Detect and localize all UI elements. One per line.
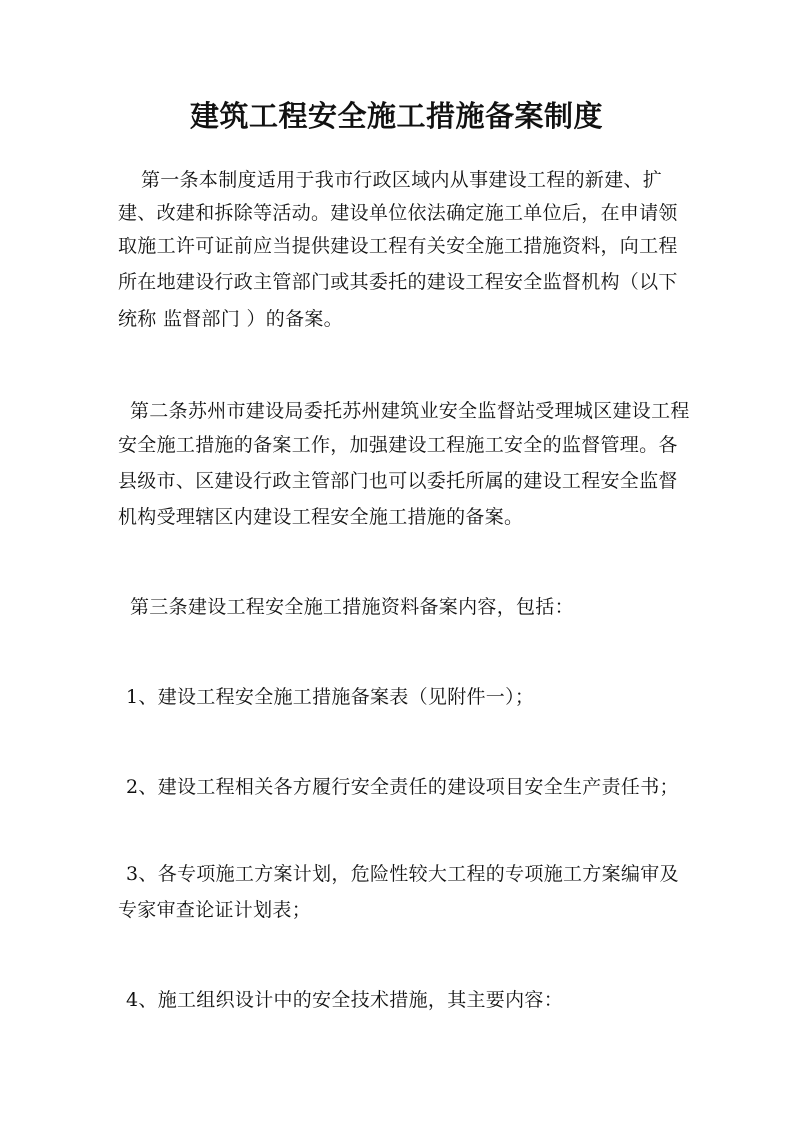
paragraph-line: 所在地建设行政主管部门或其委托的建设工程安全监督机构（以下 [118,271,678,293]
list-item-line: 专家审查论证计划表； [118,899,312,921]
paragraph-line: 取施工许可证前应当提供建设工程有关安全施工措施资料，向工程 [118,235,678,257]
paragraph-line: 机构受理辖区内建设工程安全施工措施的备案。 [118,506,524,528]
document-title: 建筑工程安全施工措施备案制度 [189,99,603,133]
paragraph-line: 第一条本制度适用于我市行政区域内从事建设工程的新建、扩 [141,169,663,191]
paragraph-line: 安全施工措施的备案工作，加强建设工程施工安全的监督管理。各 [118,434,678,456]
list-item-2: 2、建设工程相关各方履行安全责任的建设项目安全生产责任书； [126,776,679,798]
list-item-4: 4、施工组织设计中的安全技术措施，其主要内容： [126,989,563,1011]
paragraph-line: 统称 监督部门 ）的备案。 [118,308,343,330]
list-item-1: 1、建设工程安全施工措施备案表（见附件一）； [126,686,535,708]
paragraph-line: 建、改建和拆除等活动。建设单位依法确定施工单位后，在申请领 [118,202,678,224]
paragraph-line: 第二条苏州市建设局委托苏州建筑业安全监督站受理城区建设工程 [130,400,690,422]
paragraph-line: 县级市、区建设行政主管部门也可以委托所属的建设工程安全监督 [118,470,678,492]
article-3: 第三条建设工程安全施工措施资料备案内容，包括： [130,596,574,618]
list-item-line: 3、各专项施工方案计划，危险性较大工程的专项施工方案编审及 [126,863,679,885]
